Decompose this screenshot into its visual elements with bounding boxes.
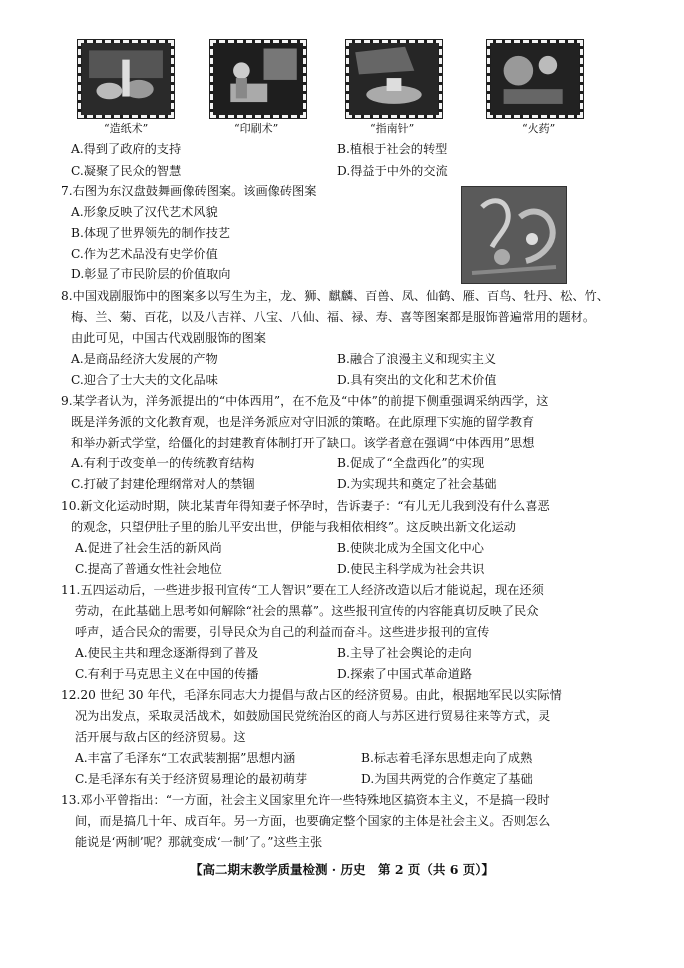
q12-stem-line1: 12.20 世纪 30 年代，毛泽东同志大力提倡与敌占区的经济贸易。由此，根据地军民以实际情 [61, 688, 562, 702]
q7-stem: 7.右图为东汉盘鼓舞画像砖图案。该画像砖图案 [61, 184, 317, 198]
q6-option-a: A.得到了政府的支持 [71, 142, 182, 156]
q9-option-a: A.有利于改变单一的传统教育结构 [71, 456, 255, 470]
q10-option-d: D.使民主科学成为社会共识 [337, 562, 485, 576]
stamp-compass [346, 40, 442, 118]
q8-option-b: B.融合了浪漫主义和现实主义 [337, 352, 497, 366]
q13-stem-line3: 能说是‘两制’呢？那就变成‘一制’了。”这些主张 [75, 835, 323, 849]
q11-stem-line1: 11.五四运动后，一些进步报刊宣传“工人智识”要在工人经济改造以后才能说起，现在还须 [61, 583, 544, 597]
stamp-papermaking [78, 40, 174, 118]
q8-option-d: D.具有突出的文化和艺术价值 [337, 373, 497, 387]
q11-option-b: B.主导了社会舆论的走向 [337, 646, 472, 660]
q13-stem-line1: 13.邓小平曾指出：“一方面，社会主义国家里允许一些特殊地区搞资本主义，不是搞一段时 [61, 793, 550, 807]
compass-illustration [349, 43, 439, 115]
q8-stem-line3: 由此可见，中国古代戏剧服饰的图案 [71, 331, 266, 345]
han-brick-relief-image [461, 186, 567, 284]
q9-option-c: C.打破了封建伦理纲常对人的禁锢 [71, 477, 255, 491]
q6-option-d: D.得益于中外的交流 [337, 164, 448, 178]
q9-stem-line1: 9.某学者认为，洋务派提出的“中体西用”，在不危及“中体”的前提下侧重强调采纳西学，这 [61, 394, 549, 408]
q7-option-b: B.体现了世界领先的制作技艺 [71, 226, 231, 240]
q9-stem-line3: 和举办新式学堂，给僵化的封建教育体制打开了缺口。该学者意在强调“中体西用”思想 [71, 436, 535, 450]
stamp-caption-papermaking: “造纸术” [104, 122, 149, 135]
q6-option-c: C.凝聚了民众的智慧 [71, 164, 182, 178]
q11-stem-line2: 劳动，在此基础上思考如何解除“社会的黑幕”。这些报刊宣传的内容能真切反映了民众 [75, 604, 539, 618]
q7-option-d: D.彰显了市民阶层的价值取向 [71, 267, 231, 281]
q11-option-a: A.使民主共和理念逐渐得到了普及 [75, 646, 259, 660]
q12-option-d: D.为国共两党的合作奠定了基础 [361, 772, 533, 786]
stamp-caption-compass: “指南针” [370, 122, 415, 135]
stamp-caption-gunpowder: “火药” [522, 122, 556, 135]
q8-option-a: A.是商品经济大发展的产物 [71, 352, 218, 366]
gunpowder-illustration [490, 43, 580, 115]
q6-option-b: B.植根于社会的转型 [337, 142, 448, 156]
q8-stem-line2: 梅、兰、菊、百花，以及八吉祥、八宝、八仙、福、禄、寿、喜等图案都是服饰普遍常用的题材。 [71, 310, 596, 324]
q12-stem-line2: 况为出发点，采取灵活战术，如鼓励国民党统治区的商人与苏区进行贸易往来等方式，灵 [75, 709, 551, 723]
printing-illustration [213, 43, 303, 115]
q10-option-a: A.促进了社会生活的新风尚 [75, 541, 222, 555]
q12-option-a: A.丰富了毛泽东“工农武装割据”思想内涵 [75, 751, 296, 765]
q11-option-c: C.有利于马克思主义在中国的传播 [75, 667, 259, 681]
q11-option-d: D.探索了中国式革命道路 [337, 667, 473, 681]
papermaking-illustration [81, 43, 171, 115]
q8-stem-line1: 8.中国戏剧服饰中的图案多以写生为主，龙、狮、麒麟、百兽、凤、仙鹤、雁、百鸟、牡丹、松、竹、 [61, 289, 609, 303]
page-footer: 【高二期末教学质量检测 · 历史 第 2 页（共 6 页）】 [189, 862, 495, 877]
q9-option-b: B.促成了“全盘西化”的实现 [337, 456, 485, 470]
q10-option-b: B.使陕北成为全国文化中心 [337, 541, 484, 555]
q9-option-d: D.为实现共和奠定了社会基础 [337, 477, 497, 491]
q9-stem-line2: 既是洋务派的文化教育观，也是洋务派应对守旧派的策略。在此原理下实施的留学教育 [71, 415, 535, 429]
stamp-printing [210, 40, 306, 118]
q12-option-c: C.是毛泽东有关于经济贸易理论的最初萌芽 [75, 772, 308, 786]
q11-stem-line3: 呼声，适合民众的需要，引导民众为自己的利益而奋斗。这些进步报刊的宣传 [75, 625, 490, 639]
q7-option-c: C.作为艺术品没有史学价值 [71, 247, 218, 261]
q13-stem-line2: 间，而是搞几十年、成百年。另一方面，也要确定整个国家的主体是社会主义。否则怎么 [75, 814, 551, 828]
q10-option-c: C.提高了普通女性社会地位 [75, 562, 222, 576]
q10-stem-line1: 10.新文化运动时期，陕北某青年得知妻子怀孕时，告诉妻子：“有儿无儿我到没有什么喜恶 [61, 499, 550, 513]
q12-option-b: B.标志着毛泽东思想走向了成熟 [361, 751, 533, 765]
stamp-gunpowder [487, 40, 583, 118]
q8-option-c: C.迎合了士大夫的文化品味 [71, 373, 218, 387]
stamp-caption-printing: “印刷术” [234, 122, 279, 135]
dancer-relief-illustration [462, 187, 566, 283]
q10-stem-line2: 的观念，只望伊肚子里的胎儿平安出世，伊能与我相依相终”。这反映出新文化运动 [71, 520, 516, 534]
q7-option-a: A.形象反映了汉代艺术风貌 [71, 205, 218, 219]
q12-stem-line3: 活开展与敌占区的经济贸易。这 [75, 730, 246, 744]
